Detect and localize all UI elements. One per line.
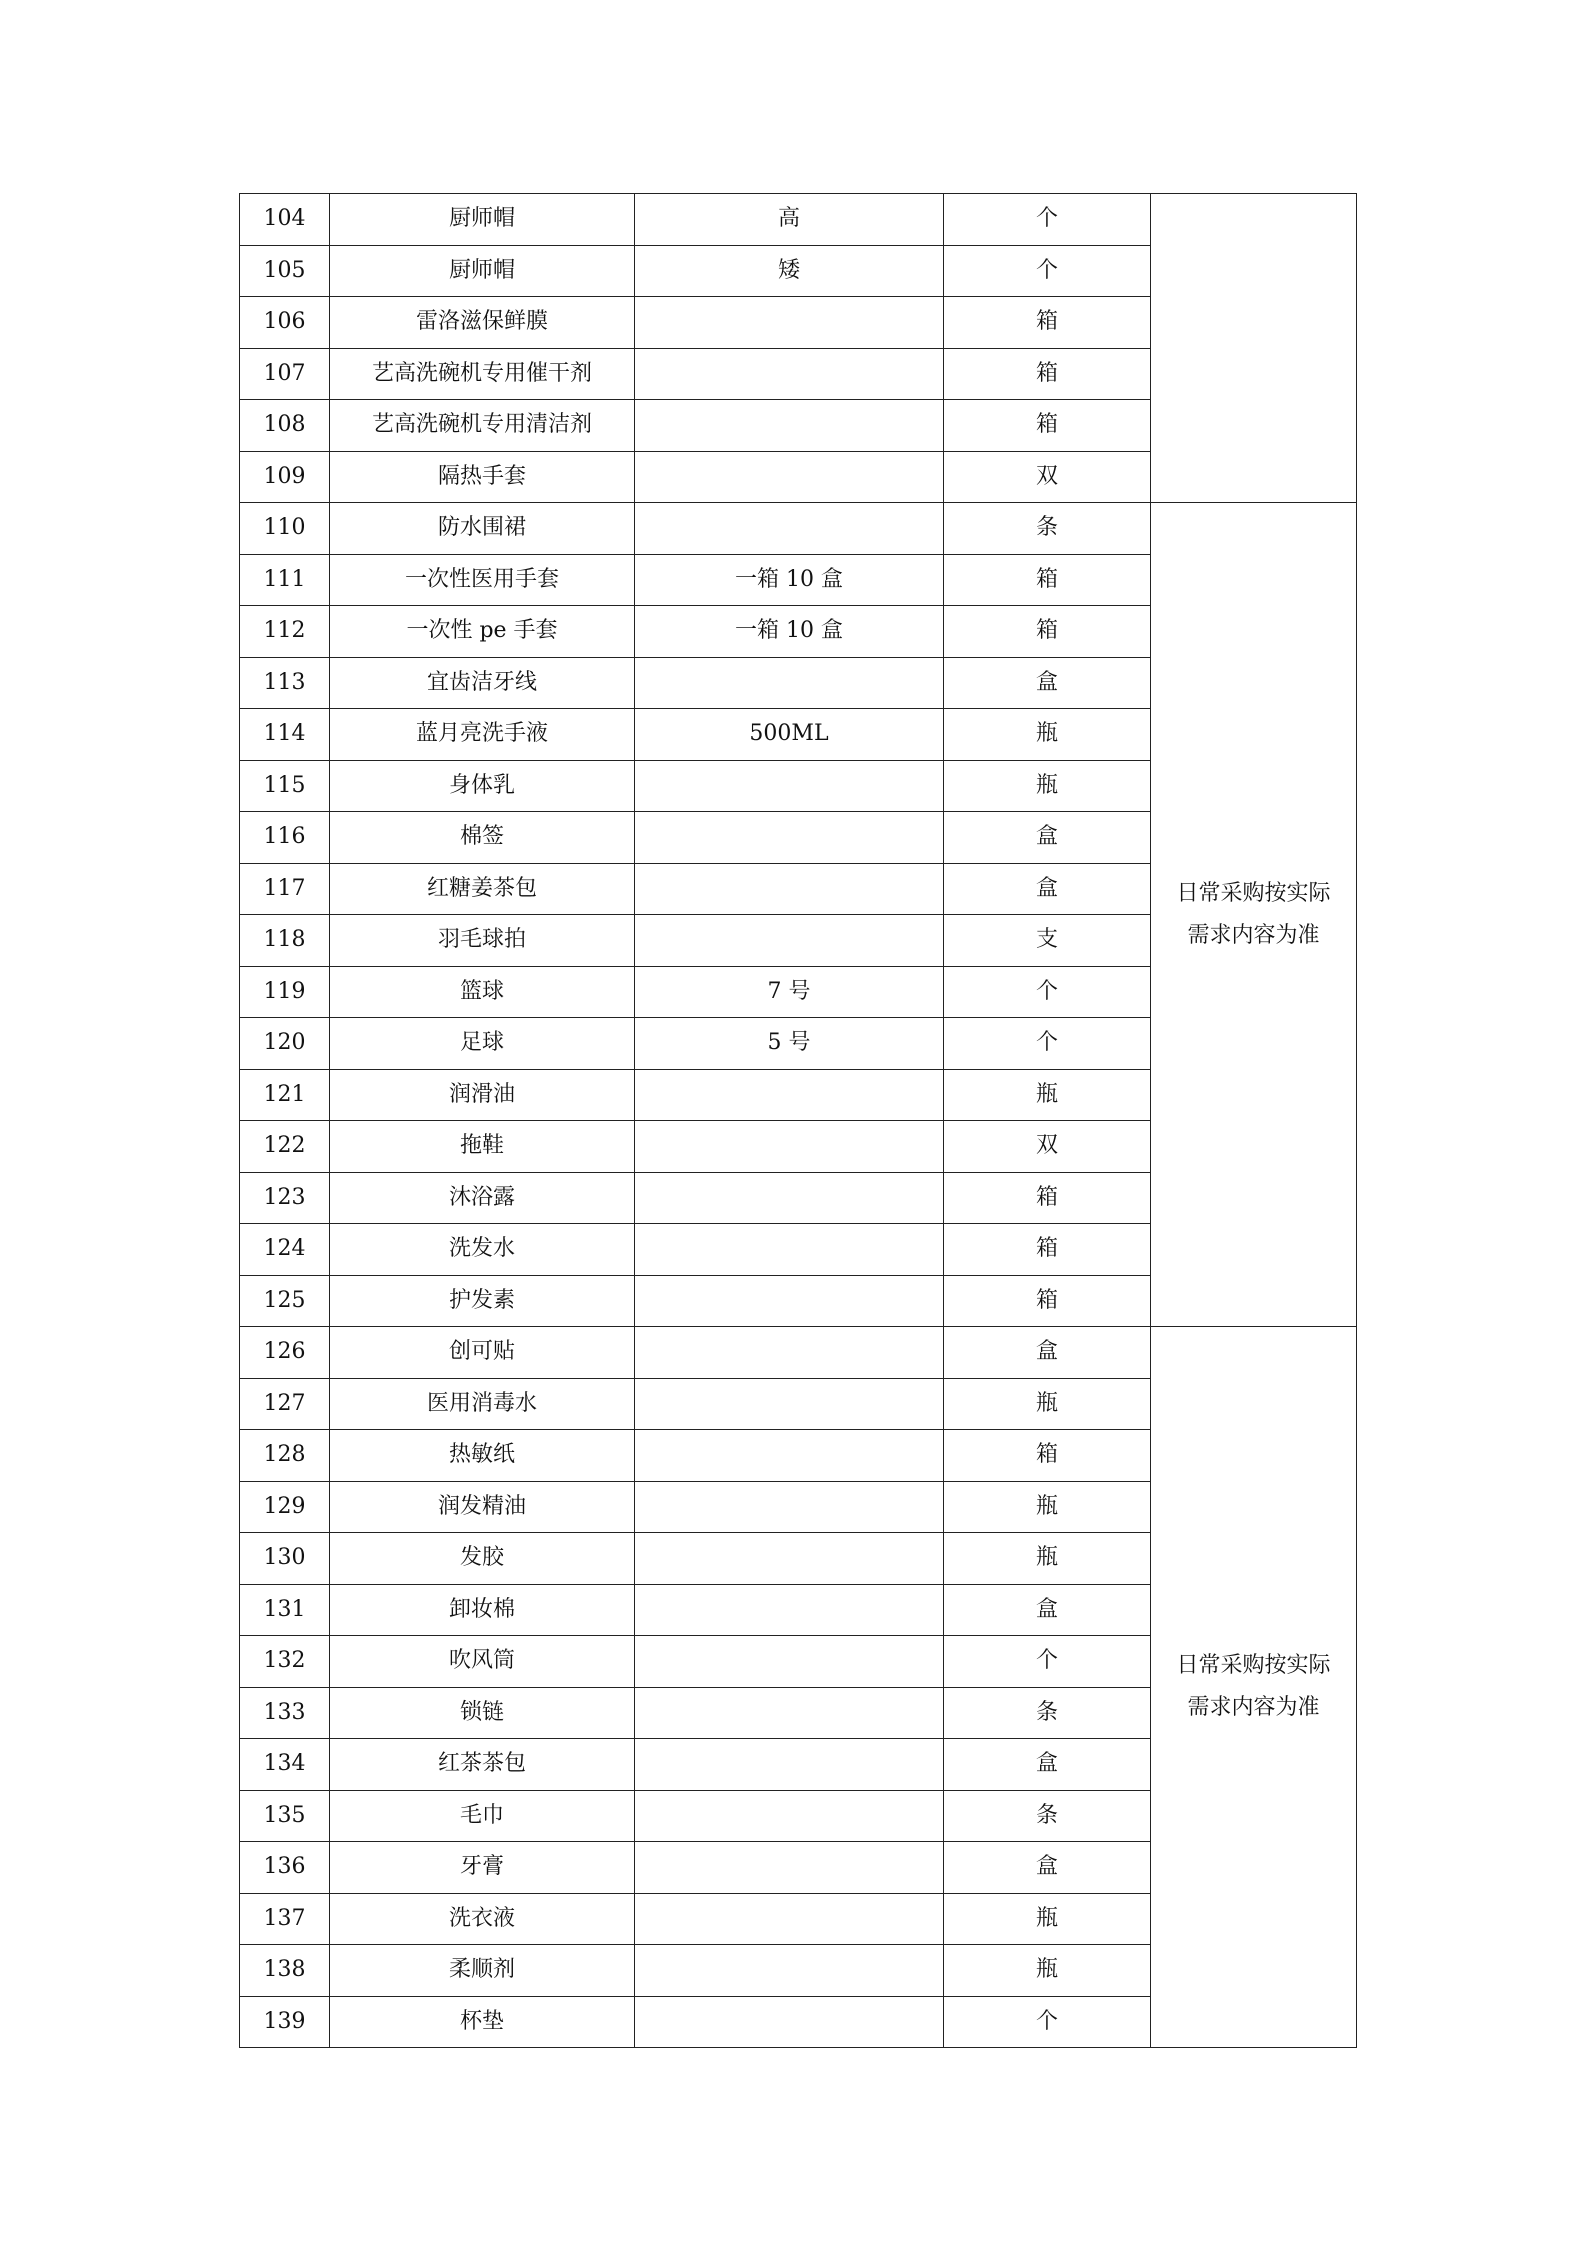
item-unit-cell: 个	[944, 245, 1151, 297]
item-unit-cell: 箱	[944, 554, 1151, 606]
item-name-cell: 润滑油	[330, 1069, 635, 1121]
item-name-cell: 发胶	[330, 1533, 635, 1585]
item-unit-cell: 盒	[944, 1584, 1151, 1636]
item-spec-cell	[635, 1172, 944, 1224]
item-name-cell: 艺高洗碗机专用清洁剂	[330, 400, 635, 452]
table-row	[240, 194, 1357, 246]
item-name-cell: 吹风筒	[330, 1636, 635, 1688]
item-unit-cell: 双	[944, 451, 1151, 503]
item-name-cell: 一次性 pe 手套	[330, 606, 635, 658]
item-name-cell: 厨师帽	[330, 194, 635, 246]
item-spec-cell: 一箱 10 盒	[635, 554, 944, 606]
item-spec-cell	[635, 1790, 944, 1842]
item-number-cell: 115	[240, 760, 330, 812]
item-number-cell: 134	[240, 1739, 330, 1791]
item-number-cell: 129	[240, 1481, 330, 1533]
item-spec-cell	[635, 503, 944, 555]
item-unit-cell: 箱	[944, 1430, 1151, 1482]
item-unit-cell: 瓶	[944, 1481, 1151, 1533]
item-spec-cell	[635, 400, 944, 452]
item-name-cell: 蓝月亮洗手液	[330, 709, 635, 761]
item-name-cell: 锁链	[330, 1687, 635, 1739]
item-name-cell: 篮球	[330, 966, 635, 1018]
item-unit-cell: 个	[944, 1018, 1151, 1070]
item-name-cell: 防水围裙	[330, 503, 635, 555]
item-number-cell: 132	[240, 1636, 330, 1688]
item-number-cell: 122	[240, 1121, 330, 1173]
item-unit-cell: 个	[944, 1996, 1151, 2048]
remark-cell	[1151, 194, 1357, 503]
item-name-cell: 沐浴露	[330, 1172, 635, 1224]
item-number-cell: 127	[240, 1378, 330, 1430]
item-name-cell: 宜齿洁牙线	[330, 657, 635, 709]
item-unit-cell: 盒	[944, 1842, 1151, 1894]
item-name-cell: 厨师帽	[330, 245, 635, 297]
item-unit-cell: 箱	[944, 348, 1151, 400]
item-number-cell: 139	[240, 1996, 330, 2048]
item-name-cell: 棉签	[330, 812, 635, 864]
item-number-cell: 128	[240, 1430, 330, 1482]
item-number-cell: 135	[240, 1790, 330, 1842]
item-spec-cell	[635, 1327, 944, 1379]
item-number-cell: 119	[240, 966, 330, 1018]
item-spec-cell	[635, 915, 944, 967]
item-unit-cell: 箱	[944, 297, 1151, 349]
item-number-cell: 138	[240, 1945, 330, 1997]
item-number-cell: 131	[240, 1584, 330, 1636]
item-spec-cell	[635, 1533, 944, 1585]
item-number-cell: 136	[240, 1842, 330, 1894]
item-unit-cell: 盒	[944, 863, 1151, 915]
item-unit-cell: 瓶	[944, 1069, 1151, 1121]
item-spec-cell	[635, 1636, 944, 1688]
item-unit-cell: 箱	[944, 1172, 1151, 1224]
item-number-cell: 137	[240, 1893, 330, 1945]
item-spec-cell	[635, 297, 944, 349]
remark-line: 需求内容为准	[1187, 1695, 1320, 1720]
item-name-cell: 羽毛球拍	[330, 915, 635, 967]
remark-cell	[1151, 1327, 1357, 2048]
item-number-cell: 116	[240, 812, 330, 864]
item-name-cell: 隔热手套	[330, 451, 635, 503]
item-unit-cell: 箱	[944, 1224, 1151, 1276]
item-spec-cell	[635, 1378, 944, 1430]
item-spec-cell	[635, 348, 944, 400]
item-number-cell: 111	[240, 554, 330, 606]
item-unit-cell: 盒	[944, 1327, 1151, 1379]
item-unit-cell: 个	[944, 194, 1151, 246]
item-name-cell: 杯垫	[330, 1996, 635, 2048]
item-number-cell: 110	[240, 503, 330, 555]
item-name-cell: 护发素	[330, 1275, 635, 1327]
item-number-cell: 113	[240, 657, 330, 709]
item-number-cell: 121	[240, 1069, 330, 1121]
item-name-cell: 红糖姜茶包	[330, 863, 635, 915]
item-name-cell: 医用消毒水	[330, 1378, 635, 1430]
item-unit-cell: 箱	[944, 400, 1151, 452]
remark-line: 日常采购按实际	[1176, 1653, 1331, 1678]
item-spec-cell	[635, 1481, 944, 1533]
remark-line: 需求内容为准	[1187, 922, 1320, 948]
item-unit-cell: 瓶	[944, 709, 1151, 761]
item-spec-cell	[635, 1739, 944, 1791]
item-spec-cell	[635, 1842, 944, 1894]
item-name-cell: 身体乳	[330, 760, 635, 812]
item-name-cell: 卸妆棉	[330, 1584, 635, 1636]
item-spec-cell	[635, 1224, 944, 1276]
item-spec-cell: 500ML	[635, 709, 944, 761]
item-unit-cell: 箱	[944, 1275, 1151, 1327]
item-spec-cell: 5 号	[635, 1018, 944, 1070]
item-spec-cell: 7 号	[635, 966, 944, 1018]
item-unit-cell: 条	[944, 1790, 1151, 1842]
item-name-cell: 洗衣液	[330, 1893, 635, 1945]
remark-line: 日常采购按实际	[1176, 880, 1331, 906]
item-unit-cell: 瓶	[944, 1893, 1151, 1945]
item-name-cell: 创可贴	[330, 1327, 635, 1379]
item-spec-cell	[635, 1584, 944, 1636]
item-number-cell: 106	[240, 297, 330, 349]
item-number-cell: 126	[240, 1327, 330, 1379]
item-number-cell: 117	[240, 863, 330, 915]
item-unit-cell: 双	[944, 1121, 1151, 1173]
item-number-cell: 124	[240, 1224, 330, 1276]
item-spec-cell	[635, 812, 944, 864]
item-number-cell: 130	[240, 1533, 330, 1585]
item-name-cell: 洗发水	[330, 1224, 635, 1276]
item-unit-cell: 箱	[944, 606, 1151, 658]
item-number-cell: 112	[240, 606, 330, 658]
item-name-cell: 牙膏	[330, 1842, 635, 1894]
item-spec-cell	[635, 1996, 944, 2048]
item-spec-cell	[635, 1893, 944, 1945]
table-row	[240, 1327, 1357, 1379]
item-name-cell: 雷洛滋保鲜膜	[330, 297, 635, 349]
item-spec-cell	[635, 1275, 944, 1327]
item-spec-cell	[635, 1945, 944, 1997]
item-name-cell: 毛巾	[330, 1790, 635, 1842]
item-number-cell: 125	[240, 1275, 330, 1327]
item-spec-cell: 矮	[635, 245, 944, 297]
item-unit-cell: 盒	[944, 657, 1151, 709]
item-unit-cell: 瓶	[944, 760, 1151, 812]
item-number-cell: 123	[240, 1172, 330, 1224]
item-spec-cell: 高	[635, 194, 944, 246]
item-unit-cell: 个	[944, 1636, 1151, 1688]
item-spec-cell: 一箱 10 盒	[635, 606, 944, 658]
item-spec-cell	[635, 1687, 944, 1739]
item-number-cell: 120	[240, 1018, 330, 1070]
item-number-cell: 104	[240, 194, 330, 246]
item-unit-cell: 支	[944, 915, 1151, 967]
item-name-cell: 热敏纸	[330, 1430, 635, 1482]
item-number-cell: 108	[240, 400, 330, 452]
item-name-cell: 足球	[330, 1018, 635, 1070]
item-name-cell: 拖鞋	[330, 1121, 635, 1173]
item-spec-cell	[635, 863, 944, 915]
item-number-cell: 114	[240, 709, 330, 761]
item-unit-cell: 盒	[944, 1739, 1151, 1791]
table-row	[240, 503, 1357, 555]
item-spec-cell	[635, 760, 944, 812]
procurement-table	[239, 193, 1357, 2048]
remark-cell	[1151, 503, 1357, 1327]
table-body	[240, 194, 1357, 2048]
item-name-cell: 润发精油	[330, 1481, 635, 1533]
item-name-cell: 艺高洗碗机专用催干剂	[330, 348, 635, 400]
item-spec-cell	[635, 1430, 944, 1482]
item-unit-cell: 个	[944, 966, 1151, 1018]
item-spec-cell	[635, 657, 944, 709]
item-unit-cell: 瓶	[944, 1378, 1151, 1430]
item-spec-cell	[635, 1069, 944, 1121]
item-unit-cell: 瓶	[944, 1945, 1151, 1997]
item-spec-cell	[635, 451, 944, 503]
item-number-cell: 105	[240, 245, 330, 297]
item-spec-cell	[635, 1121, 944, 1173]
item-unit-cell: 盒	[944, 812, 1151, 864]
item-unit-cell: 条	[944, 1687, 1151, 1739]
item-number-cell: 109	[240, 451, 330, 503]
item-name-cell: 红茶茶包	[330, 1739, 635, 1791]
item-name-cell: 一次性医用手套	[330, 554, 635, 606]
item-number-cell: 107	[240, 348, 330, 400]
item-name-cell: 柔顺剂	[330, 1945, 635, 1997]
item-number-cell: 118	[240, 915, 330, 967]
item-unit-cell: 瓶	[944, 1533, 1151, 1585]
item-number-cell: 133	[240, 1687, 330, 1739]
item-unit-cell: 条	[944, 503, 1151, 555]
